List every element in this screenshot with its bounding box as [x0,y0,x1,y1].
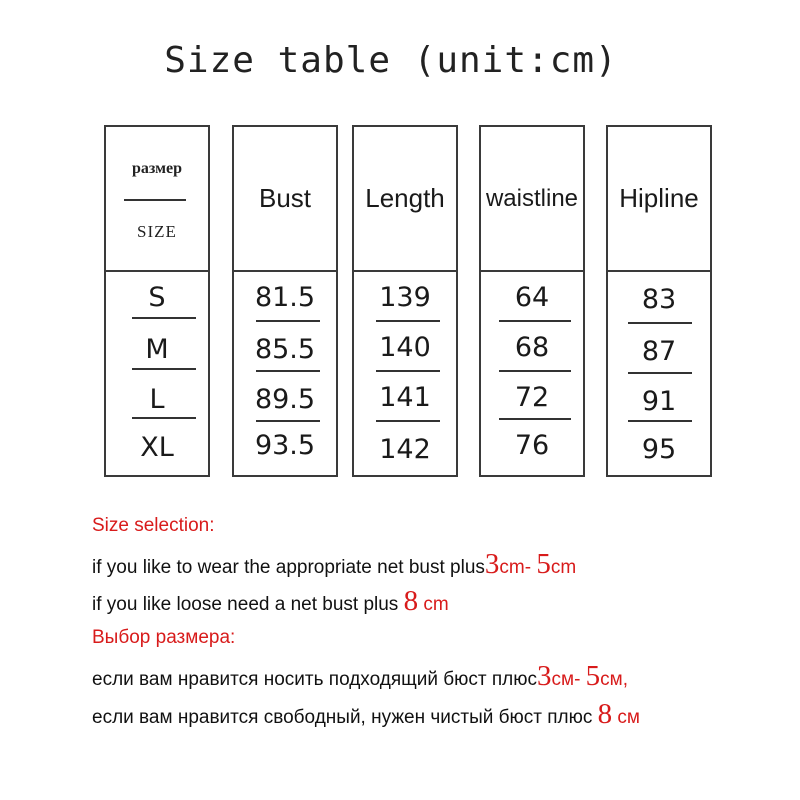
en-heading: Size selection: [92,515,215,536]
length-cell: 142 [379,434,431,465]
ru-note-line-1 [92,660,628,693]
ru-note-2-num: 8 [597,698,613,730]
size-cell: M [145,334,169,365]
row-divider [256,320,320,322]
row-divider [499,320,571,322]
row-divider [132,317,196,319]
bust-column [232,125,338,477]
row-divider [132,368,196,370]
row-divider [256,370,320,372]
length-cell: 139 [379,282,431,313]
bust-cell: 89.5 [254,384,316,415]
ru-heading: Выбор размера: [92,627,236,648]
row-divider [628,322,692,324]
hipline-cell: 95 [641,434,677,465]
ru-note-1-min-unit: см- [551,669,586,690]
bust-header-label: Bust [258,183,312,213]
bust-column-cells [234,272,336,475]
bust-column-header [234,127,336,272]
row-divider [628,420,692,422]
bust-cell: 85.5 [254,334,316,365]
row-divider [628,372,692,374]
waistline-cell: 64 [514,282,550,313]
size-cell: XL [140,432,174,463]
row-divider [499,418,571,420]
ru-note-1-max: 5 [585,660,601,692]
en-note-2-num: 8 [403,585,419,617]
size-column-header [106,127,208,272]
row-divider [376,320,440,322]
ru-note-1-min: 3 [537,660,552,692]
en-note-line-2 [92,585,449,618]
waistline-column-cells [481,272,583,475]
ru-note-2-unit: см [612,707,640,728]
waistline-cell: 68 [514,332,550,363]
en-note-1-text: if you like to wear the appropriate net bust plus [92,557,485,578]
waistline-column [479,125,585,477]
hipline-cell: 87 [641,336,677,367]
row-divider [132,417,196,419]
ru-note-1-text: если вам нравится носить подходящий бюст плюс [92,669,537,690]
ru-note-line-2 [92,698,640,731]
hipline-header-label: Hipline [619,183,699,213]
length-header-label: Length [365,183,445,213]
length-cell: 141 [379,382,431,413]
en-note-1-min-unit: cm- [499,557,537,578]
ru-note-2-text: если вам нравится свободный, нужен чистый бюст плюс [92,707,598,728]
bust-cell: 81.5 [254,282,316,313]
hipline-column-cells [608,272,710,475]
en-note-1-max-unit: cm [550,557,577,578]
en-note-line-1 [92,548,576,581]
row-divider [376,370,440,372]
en-note-2-unit: cm [418,594,449,615]
size-header-ru: размер [132,160,182,177]
size-header-en: SIZE [137,222,177,241]
size-cell: L [149,384,165,415]
hipline-column [606,125,712,477]
waistline-column-header [481,127,583,272]
length-cell: 140 [379,332,431,363]
en-note-1-max: 5 [536,548,551,580]
en-note-2-text: if you like loose need a net bust plus [92,594,404,615]
row-divider [499,370,571,372]
size-column-cells [106,272,208,475]
waistline-header-label: waistline [485,184,579,212]
en-note-1-min: 3 [484,548,500,580]
waistline-cell: 76 [514,430,550,461]
bust-cell: 93.5 [254,430,316,461]
hipline-column-header [608,127,710,272]
waistline-cell: 72 [514,382,550,413]
row-divider [256,420,320,422]
length-column-cells [354,272,456,475]
length-column [352,125,458,477]
size-header-divider [124,199,186,201]
page-title: Size table (unit:cm) [164,40,618,81]
ru-note-1-max-unit: см, [600,669,629,690]
hipline-cell: 91 [641,386,677,417]
row-divider [376,420,440,422]
length-column-header [354,127,456,272]
size-cell: S [148,282,166,313]
size-column [104,125,210,477]
hipline-cell: 83 [641,284,677,315]
